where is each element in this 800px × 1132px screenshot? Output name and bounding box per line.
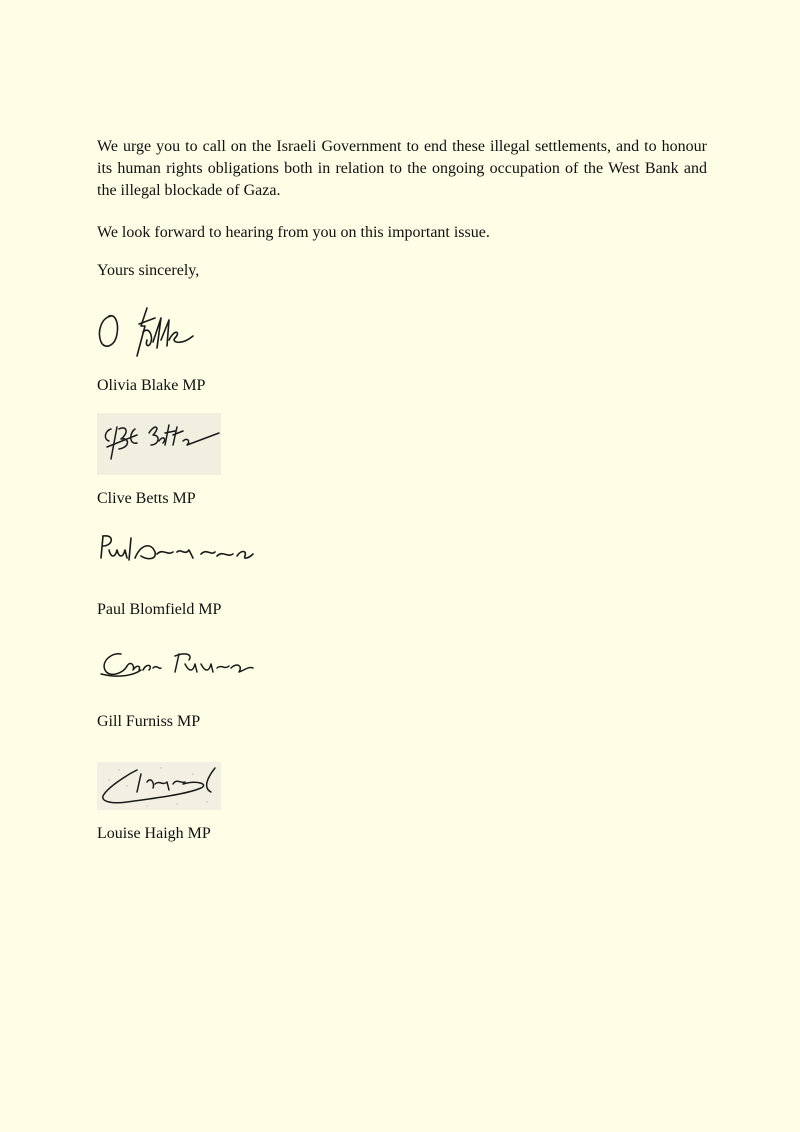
olivia-blake-signature — [95, 302, 205, 360]
signatory-name: Clive Betts MP — [97, 490, 196, 507]
paul-blomfield-signature — [97, 528, 257, 570]
valediction: Yours sincerely, — [97, 262, 200, 279]
closing-request-paragraph: We urge you to call on the Israeli Government to end these illegal settlements, and to honour its human rights obligations both in relation to the ongoing occupation of the West Bank and the illegal blockade of Gaza. — [97, 138, 707, 199]
look-forward-paragraph: We look forward to hearing from you on this important issue. — [97, 224, 490, 241]
louise-haigh-signature — [97, 762, 221, 810]
clive-betts-signature — [97, 413, 221, 475]
signatory-name: Gill Furniss MP — [97, 713, 201, 730]
signatory-name: Paul Blomfield MP — [97, 601, 222, 618]
gill-furniss-signature — [97, 644, 257, 684]
signatory-name: Olivia Blake MP — [97, 377, 206, 394]
signatory-name: Louise Haigh MP — [97, 825, 211, 842]
